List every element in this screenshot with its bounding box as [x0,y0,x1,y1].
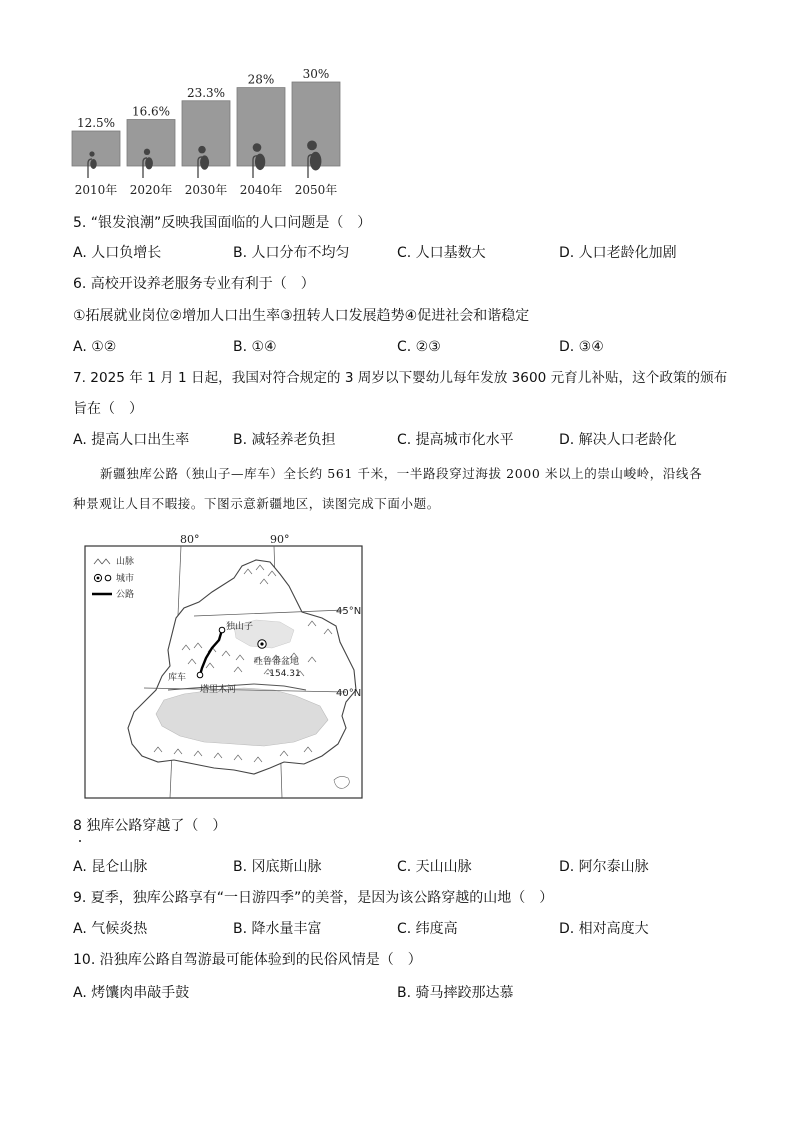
q6-option-b[interactable]: B. ①④ [233,339,277,355]
category-label: 2050年 [294,183,338,197]
q8-option-a[interactable]: A. 昆仑山脉 [73,859,148,875]
q7-stem-line2: 旨在（ ） [73,401,143,417]
q6-option-a[interactable]: A. ①② [73,339,117,355]
bar-value-label: 12.5% [76,116,116,130]
q7-stem-line1: 7. 2025 年 1 月 1 日起，我国对符合规定的 3 周岁以下婴幼儿每年发放 3600 元育儿补贴，这个政策的颁布 [73,370,728,386]
kuqa-label: 库车 [168,673,187,683]
q7-option-a[interactable]: A. 提高人口出生率 [73,432,190,448]
bar-value-label: 23.3% [186,85,226,100]
legend-road-label: 公路 [116,590,135,600]
bar-2010年 [72,131,120,166]
passage-line2: 种景观让人目不暇接。下图示意新疆地区，读图完成下面小题。 [73,496,440,511]
bar-value-label: 30% [302,67,330,81]
legend-city-label: 城市 [116,574,135,584]
turpan-elevation-label: -154.31 [266,669,301,679]
q7-option-d[interactable]: D. 解决人口老龄化 [559,432,677,448]
q8-stray-dot [79,840,81,842]
q8-option-c[interactable]: C. 天山山脉 [397,859,472,875]
q10-option-a[interactable]: A. 烤馕肉串敲手鼓 [73,985,190,1001]
category-label: 2030年 [184,183,228,197]
lon-label-80: 80° [180,533,200,546]
q7-option-b[interactable]: B. 减轻养老负担 [233,432,336,448]
q5-stem: 5. “银发浪潮”反映我国面临的人口问题是（ ） [73,215,372,231]
dushanzi-label: 独山子 [226,622,254,632]
q9-option-a[interactable]: A. 气候炎热 [73,921,148,937]
q5-option-b[interactable]: B. 人口分布不均匀 [233,245,350,261]
q5-option-c[interactable]: C. 人口基数大 [397,245,486,261]
lat-label-45n: 45°N [336,606,362,617]
q9-option-c[interactable]: C. 纬度高 [397,921,458,937]
q6-option-d[interactable]: D. ③④ [559,339,604,355]
q9-stem: 9. 夏季，独库公路享有“一日游四季”的美誉，是因为该公路穿越的山地（ ） [73,890,554,906]
legend-mountain-label: 山脉 [116,557,135,567]
passage-line1: 新疆独库公路（独山子—库车）全长约 561 千米，一半路段穿过海拔 2000 米以上的崇山峻岭，沿线各 [100,466,703,481]
lat-label-40n: 40°N [336,688,362,699]
bar-value-label: 16.6% [131,104,171,119]
q6-option-c[interactable]: C. ②③ [397,339,441,355]
q5-option-a[interactable]: A. 人口负增长 [73,245,162,261]
lon-label-90: 90° [270,533,290,546]
q7-option-c[interactable]: C. 提高城市化水平 [397,432,514,448]
bar-value-label: 28% [247,72,275,87]
legend-capital-dot-icon [97,577,100,580]
category-labels-group [75,182,338,197]
dushanzi-city-icon [219,627,225,633]
category-label: 2010年 [74,183,118,197]
q8-stem: 8 独库公路穿越了（ ） [73,818,227,834]
turpan-basin-label: 吐鲁番盆地 [254,657,300,667]
xinjiang-map [84,530,366,802]
q8-option-b[interactable]: B. 冈底斯山脉 [233,859,322,875]
city-icon [105,575,111,581]
category-label: 2020年 [129,183,173,197]
q5-option-d[interactable]: D. 人口老龄化加剧 [559,245,677,261]
capital-city-dot-icon [260,642,263,645]
q6-items: ①拓展就业岗位②增加人口出生率③扭转人口发展趋势④促进社会和谐稳定 [73,308,530,324]
category-label: 2040年 [239,183,283,197]
q8-option-d[interactable]: D. 阿尔泰山脉 [559,859,649,875]
q10-option-b[interactable]: B. 骑马摔跤那达慕 [397,985,514,1001]
tarim-river-label: 塔里木河 [200,685,237,695]
q9-option-d[interactable]: D. 相对高度大 [559,921,649,937]
kuqa-city-icon [197,672,203,678]
q10-stem: 10. 沿独库公路自驾游最可能体验到的民俗风情是（ ） [73,952,422,968]
aging-bar-chart [60,62,360,200]
q6-stem: 6. 高校开设养老服务专业有利于（ ） [73,276,315,292]
q9-option-b[interactable]: B. 降水量丰富 [233,921,322,937]
